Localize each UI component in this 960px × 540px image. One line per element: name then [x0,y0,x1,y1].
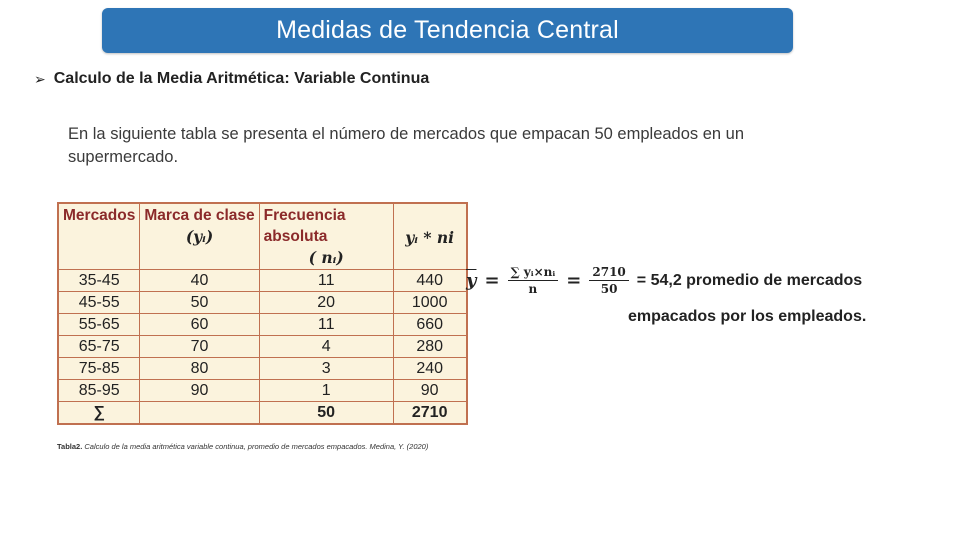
cell-product: 280 [393,336,467,358]
header-marca-clase [140,203,259,270]
cell-product: 1000 [393,292,467,314]
table-row [58,292,467,314]
table-total-row [58,402,467,425]
caption-text: Calculo de la media aritmética variable continua, promedio de mercados empacados. Medina, Y. (2020) [84,442,429,451]
formula-numerator-1: ∑ yᵢ×nᵢ [508,265,559,281]
total-empty-cell [140,402,259,425]
formula-equals-1: = [484,270,500,291]
cell-marca-clase: 40 [140,270,259,292]
page-title: Medidas de Tendencia Central [276,16,619,44]
header-product-text: yᵢ * ni [405,227,455,247]
mean-formula [466,265,862,296]
cell-mercados: 85-95 [58,380,140,402]
formula-equals-2: = [566,270,582,291]
header-product [393,203,467,270]
intro-paragraph: En la siguiente tabla se presenta el número de mercados que empacan 50 empleados en un supermercado. [68,125,745,166]
cell-frecuencia: 4 [259,336,393,358]
arrow-bullet-icon: ➢ [34,70,46,87]
table-header-row [58,203,467,270]
header-marca-clase-label: Marca de clase [144,207,255,224]
section-heading-text: Calculo de la Media Aritmética: Variable Continua [53,70,430,87]
formula-mean-symbol: $\overline{y}$ [466,270,477,291]
formula-fraction-1 [508,265,559,296]
section-heading [34,70,429,88]
header-frecuencia-symbol: ( nᵢ) [308,248,344,267]
cell-mercados: 75-85 [58,358,140,380]
table-row [58,270,467,292]
cell-marca-clase: 90 [140,380,259,402]
cell-product: 90 [393,380,467,402]
total-product: 2710 [393,402,467,425]
cell-frecuencia: 1 [259,380,393,402]
frequency-table [57,202,468,425]
cell-mercados: 55-65 [58,314,140,336]
total-frequency: 50 [259,402,393,425]
cell-product: 240 [393,358,467,380]
cell-mercados: 65-75 [58,336,140,358]
cell-marca-clase: 80 [140,358,259,380]
formula-result: = 54,2 promedio de mercados [636,271,863,289]
table-row [58,336,467,358]
cell-frecuencia: 11 [259,314,393,336]
cell-product: 440 [393,270,467,292]
cell-marca-clase: 70 [140,336,259,358]
cell-marca-clase: 60 [140,314,259,336]
cell-mercados: 45-55 [58,292,140,314]
formula-denominator-1: n [528,282,538,296]
formula-numerator-2: 2710 [589,265,628,281]
cell-mercados: 35-45 [58,270,140,292]
formula-fraction-2 [589,265,628,296]
cell-marca-clase: 50 [140,292,259,314]
table-caption [57,442,428,451]
header-frecuencia [259,203,393,270]
formula-denominator-2: 50 [600,282,618,296]
table-row [58,314,467,336]
cell-frecuencia: 11 [259,270,393,292]
cell-frecuencia: 20 [259,292,393,314]
header-mercados: Mercados [58,203,140,270]
table-row [58,358,467,380]
cell-product: 660 [393,314,467,336]
header-frecuencia-label: Frecuencia absoluta [263,207,346,245]
header-marca-clase-symbol: (yᵢ) [185,227,214,246]
formula-result-line2: empacados por los empleados. [628,308,867,325]
table-row [58,380,467,402]
cell-frecuencia: 3 [259,358,393,380]
title-banner [102,8,793,53]
caption-label: Tabla2. [57,442,83,451]
total-sum-symbol: ∑ [58,402,140,425]
